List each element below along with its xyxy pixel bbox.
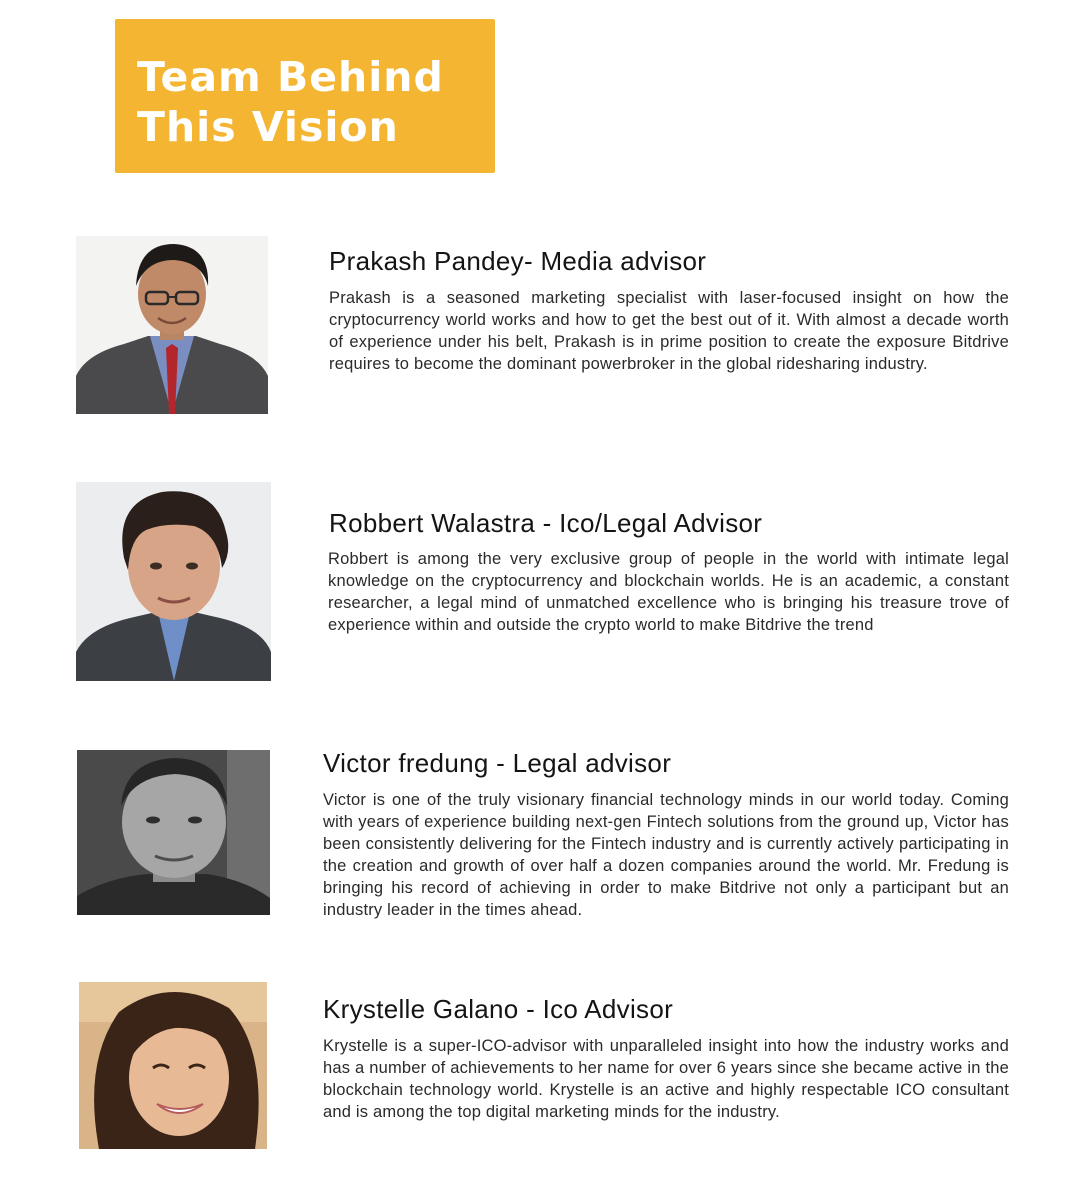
member-bio-prakash-pandey: Prakash is a seasoned marketing specialist with laser-focused insight on how the cryptocurrency world works and how to get the best out of it. With almost a decade worth of experience under his belt, Prakash is in prime position to create the exposure Bitdrive requires to become the dominant powerbroker in the global ridesharing industry. xyxy=(329,289,1009,373)
portrait-woman-smiling-icon xyxy=(79,982,267,1149)
member-name-robbert-walastra: Robbert Walastra - Ico/Legal Advisor xyxy=(329,508,763,538)
portrait-robbert-walastra xyxy=(76,482,271,681)
member-name-prakash-pandey: Prakash Pandey- Media advisor xyxy=(329,246,707,276)
section-title-line-1: Team Behind xyxy=(137,53,444,101)
portrait-victor-fredung xyxy=(77,750,270,915)
portrait-man-suit-icon xyxy=(76,482,271,681)
portrait-krystelle-galano xyxy=(79,982,267,1149)
member-bio-robbert-walastra: Robbert is among the very exclusive group of people in the world with intimate legal knowledge on the cryptocurrency and blockchain worlds. He is an academic, a constant researcher, a legal mind of unmatched excellence who is bringing his treasure trove of experience within and outside the crypto world to make Bitdrive the trend xyxy=(328,550,1009,634)
member-bio-krystelle-galano: Krystelle is a super-ICO-advisor with unparalleled insight into how the industry works and has a number of achievements to her name for over 6 years since she became active in the blockchain technology world. Krystelle is an active and highly respectable ICO consultant and is among the top digital marketing minds for the industry. xyxy=(323,1037,1009,1121)
portrait-man-glasses-icon xyxy=(76,236,268,414)
portrait-man-grayscale-icon xyxy=(77,750,270,915)
section-title-line-2: This Vision xyxy=(137,103,399,151)
member-name-victor-fredung: Victor fredung - Legal advisor xyxy=(323,748,672,778)
member-name-krystelle-galano: Krystelle Galano - Ico Advisor xyxy=(323,994,674,1024)
portrait-prakash-pandey xyxy=(76,236,268,414)
member-bio-victor-fredung: Victor is one of the truly visionary financial technology minds in our world today. Coming with years of experience building next-gen Fintech solutions from the ground up, Victor has been consistently delivering for the Fintech industry and is currently actively participating in the creation and growth of over half a dozen companies around the world. Mr. Fredung is bringing his record of achieving in order to make Bitdrive not only a participant but an industry leader in the times ahead. xyxy=(323,791,1009,919)
section-title-banner xyxy=(115,19,495,173)
